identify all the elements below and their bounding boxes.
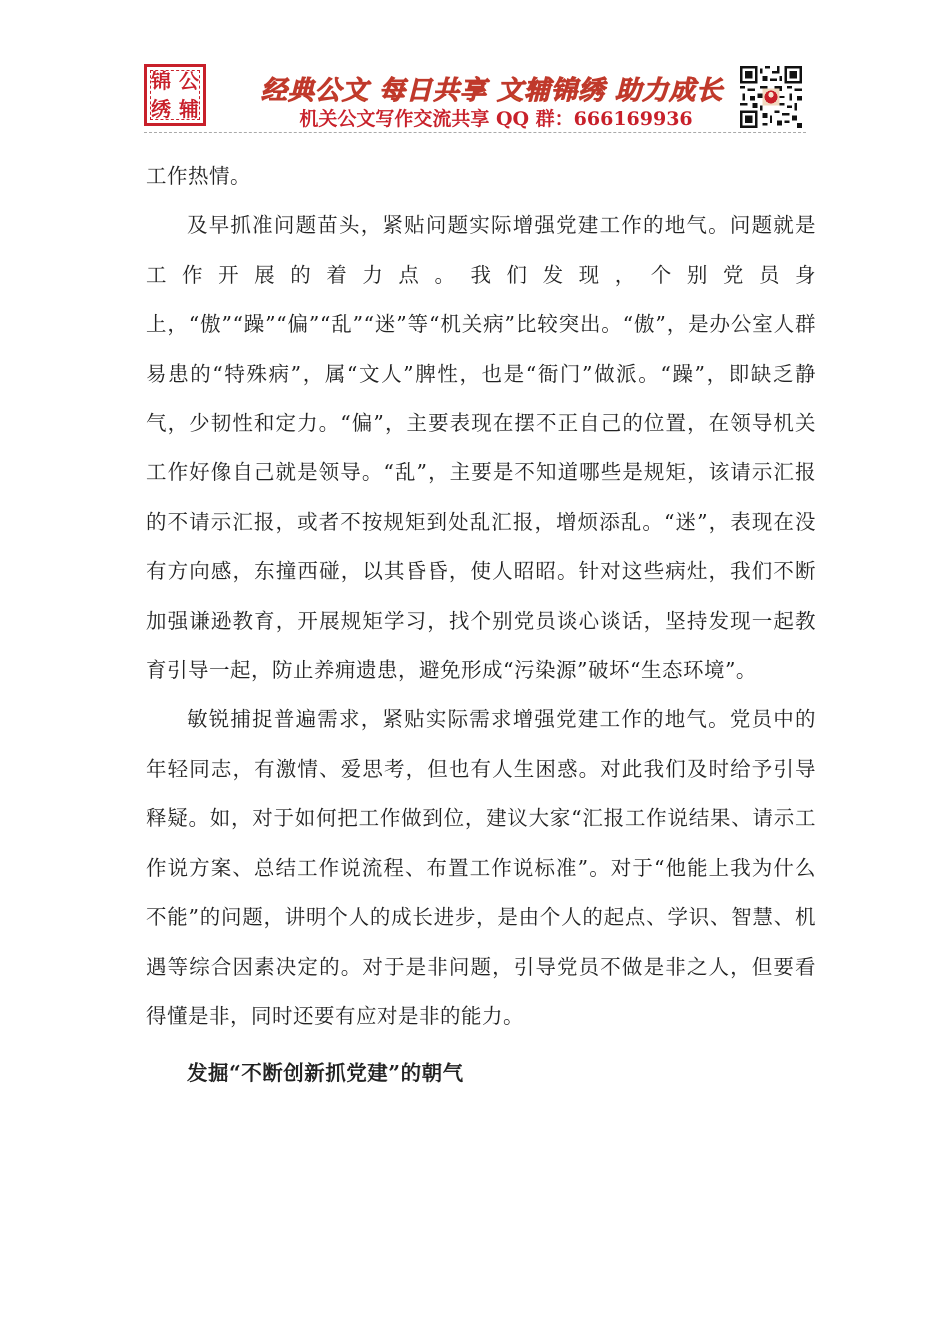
paragraph: 敏锐捕捉普遍需求，紧贴实际需求增强党建工作的地气。党员中的年轻同志，有激情、爱思考，但也有人生困惑。对此我们及时给予引导释疑。如，对于如何把工作做到位，建议大家“汇报工作说结果、请示工作说方案、总结工作说流程、布置工作说标准”。对于“他能上我为什么不能”的问题，讲明个人的成长进步，是由个人的起点、学识、智慧、机遇等综合因素决定的。对于是非问题，引导党员不做是非之人，但要看得懂是非，同时还要有应对是非的能力。: [146, 707, 816, 1028]
seal-char: 辅: [179, 97, 199, 121]
seal-char: 公: [179, 69, 199, 93]
seal-char: 锦: [151, 69, 171, 93]
section-heading: 发掘“不断创新抓党建”的朝气: [187, 1061, 464, 1086]
qq-group-line: 机关公文写作交流共享 QQ 群：666169936: [299, 108, 693, 130]
header-slogan: 经典公文 每日共享 文辅锦绣 助力成长: [260, 76, 724, 106]
qr-code-icon: [740, 66, 802, 128]
page-header: [144, 64, 806, 130]
paragraph: 及早抓准问题苗头，紧贴问题实际增强党建工作的地气。问题就是工作开展的着力点。我们发现，个别党员身上，“傲”“躁”“偏”“乱”“迷”等“机关病”比较突出。“傲”，是办公室人群易患的“特殊病”，属“文人”脾性，也是“衙门”做派。“躁”，即缺乏静气，少韧性和定力。“偏”，主要表现在摆不正自己的位置，在领导机关工作好像自己就是领导。“乱”，主要是不知道哪些是规矩，该请示汇报的不请示汇报，或者不按规矩到处乱汇报，增烦添乱。“迷”，表现在没有方向感，东撞西碰，以其昏昏，使人昭昭。针对这些病灶，我们不断加强谦逊教育，开展规矩学习，找个别党员谈心谈话，坚持发现一起教育引导一起，防止养痈遗患，避免形成“污染源”破坏“生态环境”。: [146, 213, 816, 683]
seal-char: 绣: [151, 97, 171, 121]
brand-seal-logo: [144, 64, 206, 126]
header-divider: [144, 132, 806, 133]
document-body: [146, 152, 816, 1099]
paragraph: 工作热情。: [146, 164, 251, 188]
